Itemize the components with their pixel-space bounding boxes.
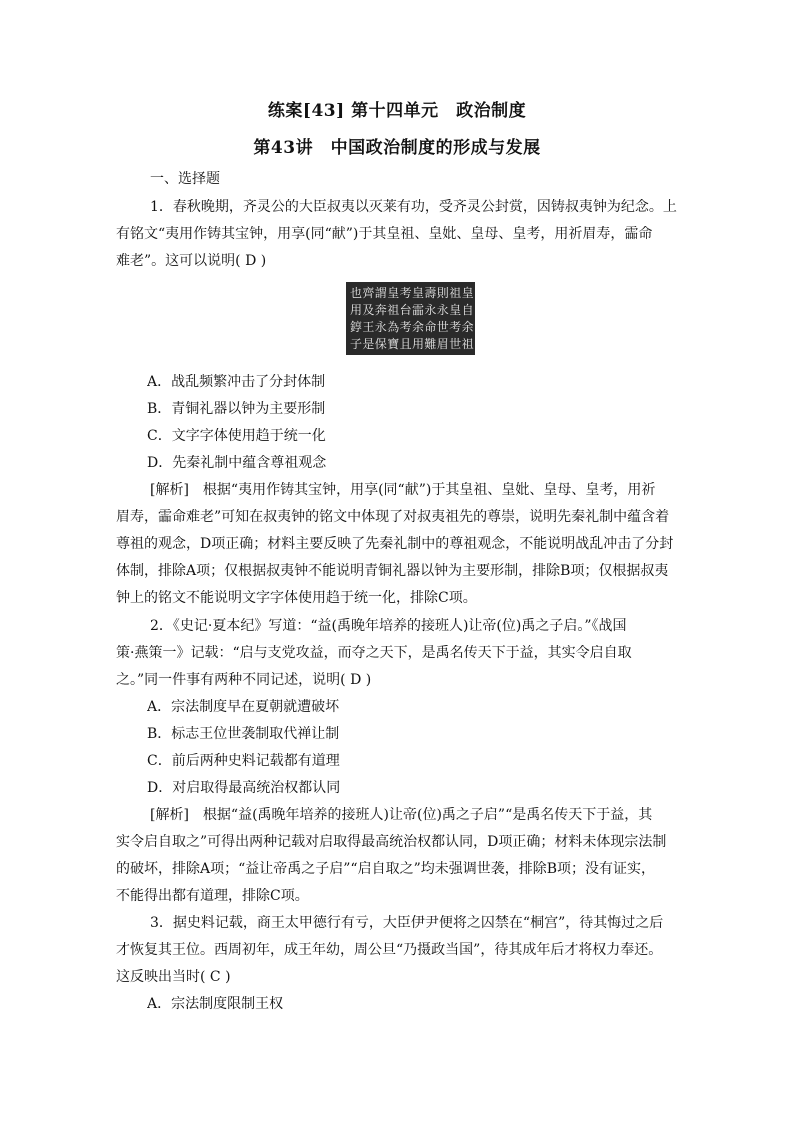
inscription-glyph: 永 [374, 320, 387, 334]
inscription-glyph: 謂 [374, 286, 387, 300]
q2-explanation-line-4: 不能得出都有道理，排除C项。 [116, 888, 309, 904]
inscription-glyph: 錞 [350, 320, 363, 334]
inscription-glyph: 皇 [412, 286, 425, 300]
q2-option-b: B．标志王位世袭制取代禅让制 [147, 726, 340, 742]
inscription-glyph: 難 [424, 337, 437, 351]
page-title: 练案[43] 第十四单元 政治制度 [267, 101, 527, 121]
q3-stem-line-3: 这反映出当时( C ) [116, 969, 231, 985]
inscription-glyph: 祖 [387, 303, 400, 317]
q2-explanation-line-2: 实令启自取之”可得出两种记载对启取得最高统治权都认同，D项正确；材料未体现宗法制 [116, 834, 667, 850]
q1-option-a: A．战乱频繁冲击了分封体制 [147, 374, 326, 390]
inscription-glyph: 且 [399, 337, 412, 351]
q2-option-d: D．对启取得最高统治权都认同 [147, 780, 341, 796]
inscription-glyph: 考 [449, 320, 462, 334]
inscription-glyph: 霝 [412, 303, 425, 317]
q1-explanation-line-4: 体制，排除A项；仅根据叔夷钟不能说明青铜礼器以钟为主要形制，排除B项；仅根据叔夷 [116, 563, 669, 579]
lecture-subtitle: 第43讲 中国政治制度的形成与发展 [253, 138, 541, 158]
q2-explanation-line-3: 的破坏，排除A项；“益让帝禹之子启”“启自取之”均未强调世袭，排除B项；没有证实， [116, 861, 656, 877]
inscription-glyph: 是 [362, 337, 375, 351]
inscription-glyph: 世 [436, 320, 449, 334]
inscription-glyph: 及 [362, 303, 375, 317]
inscription-glyph: 則 [436, 286, 449, 300]
inscription-glyph: 世 [449, 337, 462, 351]
q1-stem-line-2: 有铭文“夷用作铸其宝钟，用享(同“献”)于其皇祖、皇妣、皇母、皇考，用祈眉寿，霝命 [116, 226, 653, 242]
inscription-glyph: 用 [350, 303, 363, 317]
inscription-glyph: 永 [424, 303, 437, 317]
q2-option-a: A．宗法制度早在夏朝就遭破坏 [147, 699, 340, 715]
inscription-glyph: 眉 [436, 337, 449, 351]
q3-option-a: A．宗法制度限制王权 [147, 996, 284, 1012]
inscription-glyph: 考 [399, 320, 412, 334]
inscription-glyph: 皇 [461, 286, 474, 300]
q1-explanation-line-2: 眉寿，霝命难老”可知在叔夷钟的铭文中体现了对叔夷祖先的尊崇，说明先秦礼制中蕴含着 [116, 509, 670, 525]
q1-explanation-line-5: 钟上的铭文不能说明文字字体使用趋于统一化，排除C项。 [116, 590, 477, 606]
inscription-glyph: 用 [412, 337, 425, 351]
inscription-glyph: 祖 [449, 286, 462, 300]
q1-option-c: C．文字字体使用趋于统一化 [147, 428, 326, 444]
section-heading: 一、选择题 [150, 171, 220, 187]
inscription-glyph: 為 [387, 320, 400, 334]
q1-stem-line-3: 难老”。这可以说明( D ) [116, 253, 267, 269]
inscription-glyph: 壽 [424, 286, 437, 300]
q3-stem-line-1: 3．据史料记载，商王太甲德行有亏，大臣伊尹便将之囚禁在“桐宫”，待其悔过之后 [150, 915, 664, 931]
inscription-glyph: 奔 [374, 303, 387, 317]
inscription-glyph: 也 [350, 286, 363, 300]
q2-explanation-line-1: [解析] 根据“益(禹晚年培养的接班人)让帝(位)禹之子启”“是禹名传天下于益，其 [150, 807, 653, 823]
q3-stem-line-2: 才恢复其王位。西周初年，成王年幼，周公旦“乃摄政当国”，待其成年后才将权力奉还。 [116, 942, 663, 958]
inscription-glyph: 寶 [387, 337, 400, 351]
q2-option-c: C．前后两种史料记载都有道理 [147, 753, 340, 769]
q1-explanation-line-1: [解析] 根据“夷用作铸其宝钟，用享(同“献”)于其皇祖、皇妣、皇母、皇考，用祈 [150, 482, 656, 498]
q2-stem-line-1: 2．《史记·夏本纪》写道：“益(禹晚年培养的接班人)让帝(位)禹之子启。”《战国 [150, 618, 627, 634]
inscription-glyph: 命 [424, 320, 437, 334]
inscription-glyph: 考 [399, 286, 412, 300]
q1-stem-line-1: 1．春秋晚期，齐灵公的大臣叔夷以灭莱有功，受齐灵公封赏，因铸叔夷钟为纪念。上 [150, 199, 677, 215]
q1-explanation-line-3: 尊祖的观念，D项正确；材料主要反映了先秦礼制中的尊祖观念，不能说明战乱冲击了分封 [116, 536, 674, 552]
inscription-glyph: 台 [399, 303, 412, 317]
inscription-glyph: 王 [362, 320, 375, 334]
inscription-glyph: 余 [412, 320, 425, 334]
inscription-glyph: 齊 [362, 286, 375, 300]
inscription-glyph: 祖 [461, 337, 474, 351]
bronze-bell-inscription-image [346, 282, 475, 355]
inscription-glyph: 自 [461, 303, 474, 317]
inscription-glyph: 余 [461, 320, 474, 334]
inscription-glyph: 子 [350, 337, 363, 351]
inscription-glyph: 皇 [449, 303, 462, 317]
q1-option-d: D．先秦礼制中蕴含尊祖观念 [147, 455, 327, 471]
inscription-glyph: 皇 [387, 286, 400, 300]
q2-stem-line-2: 策·燕策一》记载：“启与支党攻益，而夺之天下，是禹名传天下于益，其实令启自取 [116, 645, 632, 661]
inscription-glyph: 永 [436, 303, 449, 317]
q2-stem-line-3: 之。”同一件事有两种不同记述，说明( D ) [116, 672, 372, 688]
q1-option-b: B．青铜礼器以钟为主要形制 [147, 401, 326, 417]
inscription-glyph: 保 [374, 337, 387, 351]
